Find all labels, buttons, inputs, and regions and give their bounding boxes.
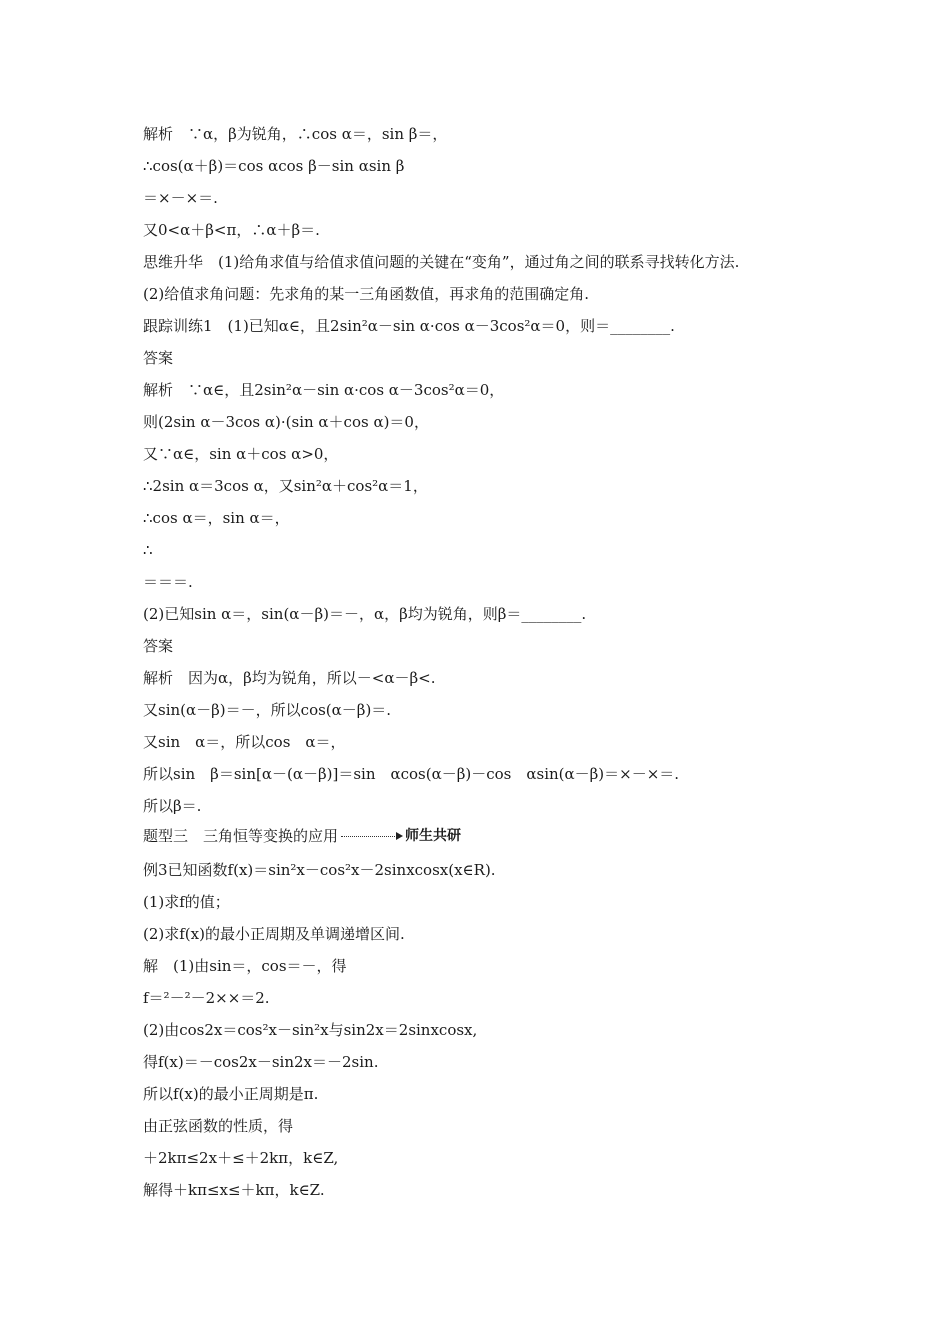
text-line: 得f(x)＝－cos2x－sin2x＝－2sin. bbox=[143, 1053, 379, 1071]
text-line: 例3已知函数f(x)＝sin²x－cos²x－2sinxcosx(x∈R). bbox=[143, 861, 496, 879]
text-line: (2)已知sin α＝，sin(α－β)＝－，α，β均为锐角，则β＝________. bbox=[143, 605, 587, 623]
text-line: (2)由cos2x＝cos²x－sin²x与sin2x＝2sinxcosx, bbox=[143, 1021, 478, 1039]
text-line: 解析 ∵α∈，且2sin²α－sin α·cos α－3cos²α＝0， bbox=[143, 381, 505, 399]
text-line: 解析 ∵α，β为锐角，∴cos α＝，sin β＝， bbox=[143, 125, 448, 143]
arrow-icon bbox=[341, 831, 403, 841]
text-line: ＋2kπ≤2x＋≤＋2kπ，k∈Z, bbox=[143, 1149, 339, 1167]
text-line: 又sin(α－β)＝－，所以cos(α－β)＝. bbox=[143, 701, 392, 719]
text-line: ∴ bbox=[143, 541, 153, 559]
section-title: 题型三 三角恒等变换的应用 bbox=[143, 827, 339, 845]
text-line: 思维升华 (1)给角求值与给值求值问题的关键在“变角”，通过角之间的联系寻找转化方法. bbox=[143, 253, 740, 271]
text-line: 所以f(x)的最小正周期是π. bbox=[143, 1085, 319, 1103]
text-line: (2)求f(x)的最小正周期及单调递增区间. bbox=[143, 925, 405, 943]
text-line: 所以β＝. bbox=[143, 797, 202, 815]
text-line: 所以sin β＝sin[α－(α－β)]＝sin αcos(α－β)－cos αsin(α－β)＝×－×＝. bbox=[143, 765, 680, 783]
answer-label: 答案 bbox=[143, 637, 174, 655]
text-line: 解得＋kπ≤x≤＋kπ，k∈Z. bbox=[143, 1181, 325, 1199]
text-line: 则(2sin α－3cos α)·(sin α＋cos α)＝0， bbox=[143, 413, 429, 431]
section-tag: 师生共研 bbox=[405, 828, 462, 844]
text-line: 又sin α＝，所以cos α＝， bbox=[143, 733, 346, 751]
section-heading bbox=[143, 826, 843, 846]
text-line: ∴2sin α＝3cos α，又sin²α＋cos²α＝1， bbox=[143, 477, 428, 495]
text-line: ＝×－×＝. bbox=[143, 189, 218, 207]
text-line: (2)给值求角问题：先求角的某一三角函数值，再求角的范围确定角. bbox=[143, 285, 590, 303]
answer-label: 答案 bbox=[143, 349, 174, 367]
text-line: (1)求f的值； bbox=[143, 893, 230, 911]
text-line: ∴cos(α＋β)＝cos αcos β－sin αsin β bbox=[143, 157, 405, 175]
text-line: 跟踪训练1 (1)已知α∈，且2sin²α－sin α·cos α－3cos²α＝0，则＝________. bbox=[143, 317, 675, 335]
text-line: 又0<α＋β<π，∴α＋β＝. bbox=[143, 221, 320, 239]
text-line: 由正弦函数的性质，得 bbox=[143, 1117, 294, 1135]
text-line: 解析 因为α，β均为锐角，所以－<α－β<. bbox=[143, 669, 436, 687]
text-line: 又∵α∈，sin α＋cos α>0， bbox=[143, 445, 339, 463]
text-line: ＝＝＝. bbox=[143, 573, 193, 591]
text-line: f＝²－²－2××＝2. bbox=[143, 989, 270, 1007]
text-line: ∴cos α＝，sin α＝， bbox=[143, 509, 290, 527]
text-line: 解 (1)由sin＝，cos＝－，得 bbox=[143, 957, 347, 975]
